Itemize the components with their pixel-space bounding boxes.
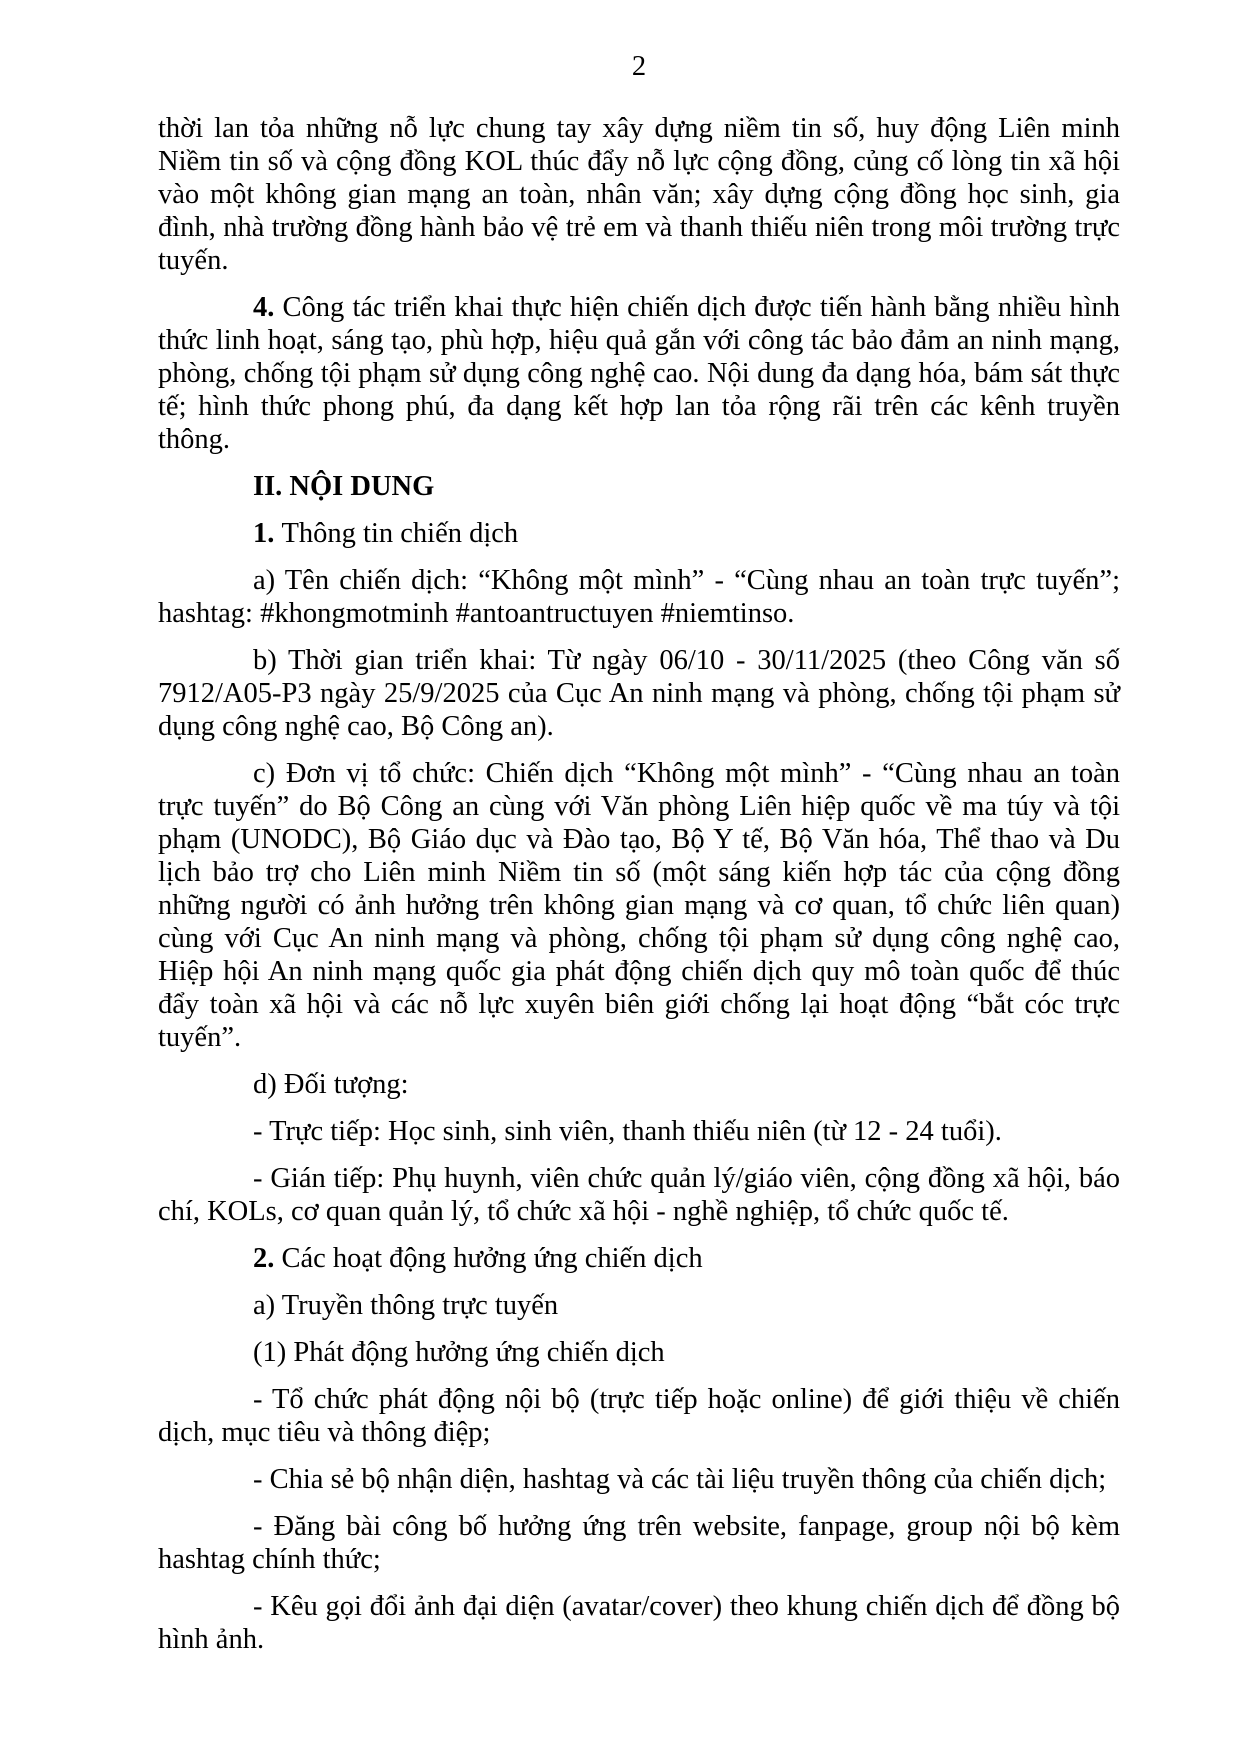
bullet-publish-posts	[158, 1510, 1120, 1576]
paragraph-text: Công tác triển khai thực hiện chiến dịch được tiến hành bằng nhiều hình thức linh hoạt, sáng tạo, phù hợp, hiệu quả gắn với công tác bảo đảm an ninh mạng, phòng, chống tội phạm sử dụng công nghệ cao. Nội dung đa dạng hóa, bám sát thực tế; hình thức phong phú, đa dạng kết hợp lan tỏa rộng rãi trên các kênh truyền thông.	[158, 292, 1120, 455]
timeline-paragraph	[158, 644, 1120, 743]
bullet-avatar-change	[158, 1590, 1120, 1656]
paragraph-text: (1) Phát động hưởng ứng chiến dịch	[253, 1337, 665, 1368]
paragraph-text: d) Đối tượng:	[253, 1069, 409, 1100]
section-ii-heading	[158, 470, 1120, 503]
item-4-paragraph	[158, 291, 1120, 456]
campaign-name-paragraph	[158, 564, 1120, 630]
item-number: 1.	[253, 518, 282, 549]
paragraph-text: - Đăng bài công bố hưởng ứng trên website, fanpage, group nội bộ kèm hashtag chính thức;	[158, 1511, 1120, 1575]
paragraph-text: a) Tên chiến dịch: “Không một mình” - “Cùng nhau an toàn trực tuyến”; hashtag: #khongmotminh #antoantructuyen #niemtinso.	[158, 565, 1120, 629]
paragraph-continuation	[158, 112, 1120, 277]
launch-activity-heading	[158, 1336, 1120, 1369]
paragraph-text: a) Truyền thông trực tuyến	[253, 1290, 559, 1321]
subsection-1-heading	[158, 517, 1120, 550]
bullet-share-identity	[158, 1463, 1120, 1496]
paragraph-text: - Chia sẻ bộ nhận diện, hashtag và các tài liệu truyền thông của chiến dịch;	[253, 1464, 1107, 1495]
paragraph-text: - Tổ chức phát động nội bộ (trực tiếp hoặc online) để giới thiệu về chiến dịch, mục tiêu và thông điệp;	[158, 1384, 1120, 1448]
subsection-2-heading	[158, 1242, 1120, 1275]
organizer-paragraph	[158, 757, 1120, 1054]
paragraph-text: - Gián tiếp: Phụ huynh, viên chức quản lý/giáo viên, cộng đồng xã hội, báo chí, KOLs, cơ quan quản lý, tổ chức xã hội - nghề nghiệp, tổ chức quốc tế.	[158, 1163, 1120, 1227]
item-number: 4.	[253, 292, 283, 323]
page-number: 2	[631, 51, 647, 82]
online-communication-heading	[158, 1289, 1120, 1322]
paragraph-text: - Kêu gọi đổi ảnh đại diện (avatar/cover) theo khung chiến dịch để đồng bộ hình ảnh.	[158, 1591, 1120, 1655]
item-number: 2.	[253, 1243, 282, 1274]
audience-indirect-item	[158, 1162, 1120, 1228]
section-heading-text: II. NỘI DUNG	[253, 471, 435, 502]
paragraph-text: c) Đơn vị tổ chức: Chiến dịch “Không một mình” - “Cùng nhau an toàn trực tuyến” do Bộ Công an cùng với Văn phòng Liên hiệp quốc về ma túy và tội phạm (UNODC), Bộ Giáo dục và Đào tạo, Bộ Y tế, Bộ Văn hóa, Thể thao và Du lịch bảo trợ cho Liên minh Niềm tin số (một sáng kiến hợp tác của cộng đồng những người có ảnh hưởng trên không gian mạng và cơ quan, tổ chức liên quan) cùng với Cục An ninh mạng và phòng, chống tội phạm sử dụng công nghệ cao, Hiệp hội An ninh mạng quốc gia phát động chiến dịch quy mô toàn quốc để thúc đẩy toàn xã hội và các nỗ lực xuyên biên giới chống lại hoạt động “bắt cóc trực tuyến”.	[158, 758, 1120, 1053]
audience-heading	[158, 1068, 1120, 1101]
bullet-internal-launch	[158, 1383, 1120, 1449]
paragraph-text: Các hoạt động hưởng ứng chiến dịch	[281, 1243, 703, 1274]
paragraph-text: thời lan tỏa những nỗ lực chung tay xây dựng niềm tin số, huy động Liên minh Niềm tin số và cộng đồng KOL thúc đẩy nỗ lực cộng đồng, củng cố lòng tin xã hội vào một không gian mạng an toàn, nhân văn; xây dựng cộng đồng học sinh, gia đình, nhà trường đồng hành bảo vệ trẻ em và thanh thiếu niên trong môi trường trực tuyến.	[158, 113, 1120, 276]
paragraph-text: - Trực tiếp: Học sinh, sinh viên, thanh thiếu niên (từ 12 - 24 tuổi).	[253, 1116, 1002, 1147]
paragraph-text: Thông tin chiến dịch	[281, 518, 519, 549]
paragraph-text: b) Thời gian triển khai: Từ ngày 06/10 - 30/11/2025 (theo Công văn số 7912/A05-P3 ngày 25/9/2025 của Cục An ninh mạng và phòng, chống tội phạm sử dụng công nghệ cao, Bộ Công an).	[158, 645, 1120, 742]
audience-direct-item	[158, 1115, 1120, 1148]
